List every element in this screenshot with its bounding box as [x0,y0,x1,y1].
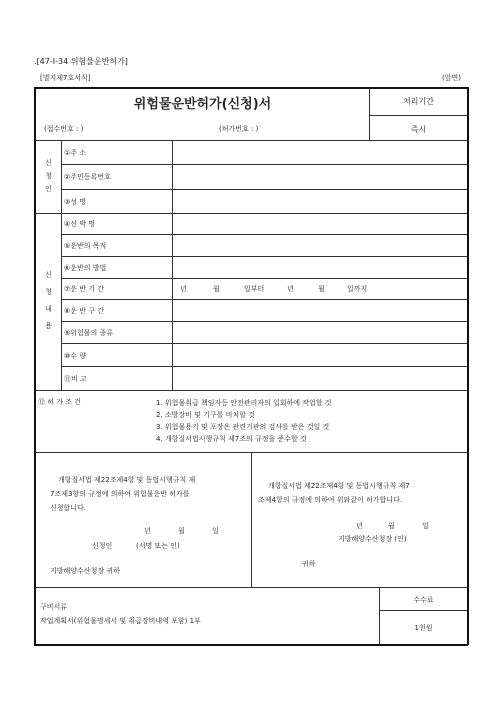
hazard-type-label: ⑨위험물의 종류 [64,329,114,337]
required-documents-title: 구비서류 [40,603,68,611]
page-side: (앞면) [442,74,461,82]
applicant-signature[interactable]: (서명 또는 인) [136,542,180,550]
remarks-label: ⑪비 고 [64,375,87,383]
period-month-to: 월 [318,285,325,293]
permit-issuer: 지방해양수산청장 (인) [338,535,407,543]
method-label: ⑥운반의 방법 [64,264,107,272]
permit-date-year: 년 [356,522,363,530]
period-day-from: 일부터 [244,285,265,293]
receipt-number: (접수번호 : ) [44,125,84,133]
application-date-month: 월 [178,527,185,535]
form-title: 위험물운반허가(신청)서 [133,97,272,112]
hazard-type-field[interactable] [176,325,464,340]
required-documents-item: 작업계획서(위험물명세서 및 취급장비내역 포함) 1부 [40,617,201,625]
processing-period-value: 즉시 [410,125,427,134]
condition-item: 1. 위험물취급 책임자등 안전관리자의 입회하에 작업할 것 [156,399,332,407]
fee-label: 수수료 [413,596,434,604]
section-label: ⑧운 반 구 간 [64,307,104,315]
processing-period-label: 처리기간 [403,97,434,106]
condition-item: 4. 개항질서법시행규칙 제7조의 규정을 준수할 것 [156,435,307,443]
condition-item: 3. 위험물용기 및 포장은 관련기관의 검사를 받은 것일 것 [156,423,330,431]
purpose-label: ⑤운반의 목적 [64,242,107,250]
period-month-from: 월 [213,285,220,293]
permit-date-month: 월 [388,522,395,530]
form-number: [별지제7호서식] [40,74,91,82]
applicant-signer-label: 신청인 [92,542,113,550]
resident-number-field[interactable] [176,168,464,185]
address-label: ①주 소 [64,149,87,157]
remarks-field[interactable] [176,370,464,387]
conditions-list [156,397,332,445]
quantity-field[interactable] [176,347,464,363]
ship-name-field[interactable] [176,216,464,231]
method-field[interactable] [176,260,464,275]
conditions-label: ⑫ 허 가 조 건 [38,398,81,406]
purpose-field[interactable] [176,238,464,253]
application-date-year: 년 [144,527,151,535]
applicant-section-label: 신 청 인 [45,159,52,193]
permit-recipient: 귀하 [302,560,316,568]
permit-statement-line1: 개항질서법 제22조제4항 및 동법시행규칙 제7 [268,482,410,490]
permit-date-day: 일 [422,522,429,530]
permit-statement-line2: 조제4항의 규정에 의하여 위와같이 허가합니다. [258,496,403,504]
condition-item: 2. 소방장비 및 기구를 비치할 것 [156,411,255,419]
application-date-day: 일 [212,527,219,535]
permit-number: (허가번호 : ) [219,125,259,133]
quantity-label: ⑩수 량 [64,352,87,360]
ship-name-label: ④선 박 명 [64,220,96,228]
period-year-to: 년 [287,285,294,293]
period-day-to: 일까지 [347,285,368,293]
application-statement-line1: 개항질서법 제22조제4항 및 동법시행규칙 제 [58,476,196,484]
section-field[interactable] [176,303,464,318]
resident-number-label: ②주민등록번호 [64,173,111,181]
period-year-from: 년 [180,285,187,293]
application-statement-line2: 7조제3항의 규정에 의하여 위험물운반 허가를 [50,490,190,498]
period-label: ⑦운 반 기 간 [64,285,104,293]
application-addressee: 지방해양수산청장 귀하 [50,567,120,575]
form-reference: .[47-Ⅰ-34 위험물운반허가] [34,57,128,66]
address-field[interactable] [176,144,464,161]
fee-value: 1천원 [414,624,433,632]
name-field[interactable] [176,193,464,210]
application-statement-line3: 신청합니다. [50,504,87,512]
application-section-label: 신 청 내 용 [45,271,52,330]
name-label: ③성 명 [64,198,87,206]
